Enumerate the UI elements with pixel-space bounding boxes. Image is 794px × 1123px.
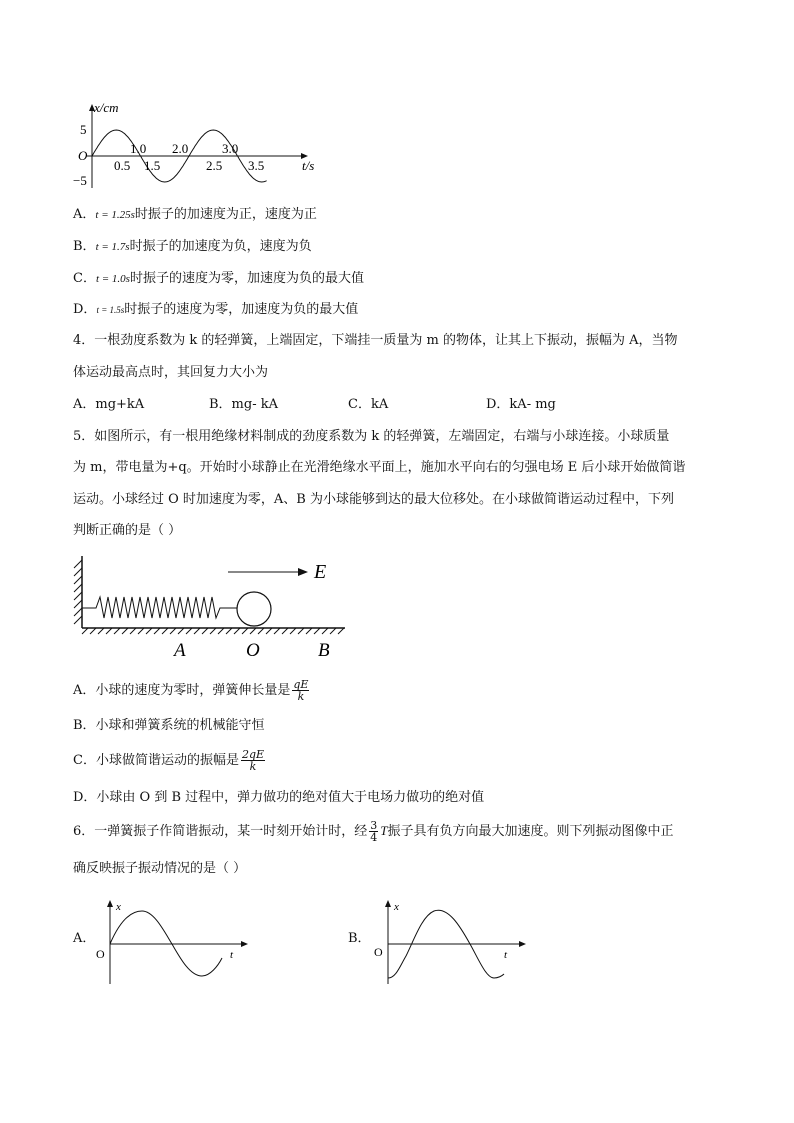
y-tick-neg5: −5 [73, 173, 87, 188]
q6-stem-line2: 确反映振子振动情况的是（ ） [73, 861, 247, 876]
origin-label-a: O [96, 947, 105, 961]
ball [237, 592, 271, 626]
q4-option-c: C．kA [348, 397, 389, 412]
q5-stem-line3: 运动。小球经过 O 时加速度为零，A、B 为小球能够到达的最大位移处。在小球做简谐运动过程中，下列 [73, 492, 674, 507]
t-label-3.0: 3.0 [222, 141, 239, 156]
y-axis-label: x/cm [94, 100, 119, 115]
q6-option-a-graph [92, 896, 252, 986]
t-label-1.0: 1.0 [130, 141, 147, 156]
q5-stem-line2: 为 m，带电量为+q。开始时小球静止在光滑绝缘水平面上，施加水平向右的匀强电场 E 后小球开始做简谐 [73, 460, 686, 475]
t-label-1.5: 1.5 [144, 158, 161, 173]
q5-option-b: B．小球和弹簧系统的机械能守恒 [73, 718, 265, 733]
q4-stem-line1: 4．一根劲度系数为 k 的轻弹簧，上端固定，下端挂一质量为 m 的物体，让其上下振动，振幅为 A，当物 [73, 333, 678, 348]
t-label-2.5: 2.5 [206, 158, 223, 173]
t-label-3.5: 3.5 [248, 158, 265, 173]
q5-stem-line4: 判断正确的是（ ） [73, 523, 182, 538]
q4-option-a: A．mg+kA [73, 397, 145, 412]
point-o-label: O [246, 640, 260, 661]
q4-stem-line2: 体运动最高点时，其回复力大小为 [73, 365, 269, 380]
point-a-label: A [174, 640, 186, 661]
q6-option-b-letter: B． [348, 931, 371, 946]
q6-stem-line1: 6．一弹簧振子作简谐振动，某一时刻开始计时，经 $\frac{3}{4}$ T振子具有负方向最大加速度。则下列振动图像中正 [73, 819, 674, 844]
q3-option-d: D．t = 1.5s时振子的速度为零，加速度为负的最大值 [73, 302, 359, 317]
q6-option-b-graph [370, 896, 530, 986]
axis-t-label-b: t [504, 949, 508, 961]
fraction-2qe-over-k: $\frac{2qE}{k}$ [241, 748, 265, 773]
q5-option-d: D．小球由 O 到 B 过程中，弹力做功的绝对值大于电场力做功的绝对值 [73, 790, 485, 805]
fraction-3-over-4: $\frac{3}{4}$ [370, 819, 378, 844]
q3-option-a: A．t = 1.25s时振子的加速度为正，速度为正 [73, 207, 317, 222]
q4-option-b: B．mg- kA [209, 397, 278, 412]
y-tick-5: 5 [80, 122, 87, 137]
axis-x-label-b: x [394, 901, 399, 913]
x-axis-label: t/s [302, 158, 315, 173]
q3-option-c: C．t = 1.0s时振子的速度为零，加速度为负的最大值 [73, 271, 364, 286]
q6-option-a-letter: A． [73, 931, 96, 946]
q4-option-d: D．kA- mg [486, 397, 556, 412]
spring-coil [82, 597, 238, 618]
origin-label-b: O [374, 945, 383, 959]
field-label: E [314, 561, 327, 583]
q5-option-a: A．小球的速度为零时，弹簧伸长量是 $\frac{qE}{k}$ [73, 678, 309, 703]
q5-stem-line1: 5．如图所示，有一根用绝缘材料制成的劲度系数为 k 的轻弹簧，左端固定，右端与小球连接。小球质量 [73, 429, 670, 444]
axis-t-label-a: t [230, 949, 234, 961]
q5-option-c: C．小球做简谐运动的振幅是 $\frac{2qE}{k}$ [73, 748, 265, 773]
spring-ball-figure [70, 552, 360, 664]
point-b-label: B [318, 640, 330, 661]
sine-displacement-graph [70, 98, 330, 193]
q3-option-b: B．t = 1.7s时振子的加速度为负，速度为负 [73, 239, 312, 254]
fraction-qe-over-k: $\frac{qE}{k}$ [293, 678, 309, 703]
axis-x-label-a: x [116, 901, 121, 913]
field-arrow-icon [298, 568, 308, 576]
t-label-2.0: 2.0 [172, 141, 189, 156]
t-label-0.5: 0.5 [114, 158, 131, 173]
origin-label: O [78, 148, 88, 163]
